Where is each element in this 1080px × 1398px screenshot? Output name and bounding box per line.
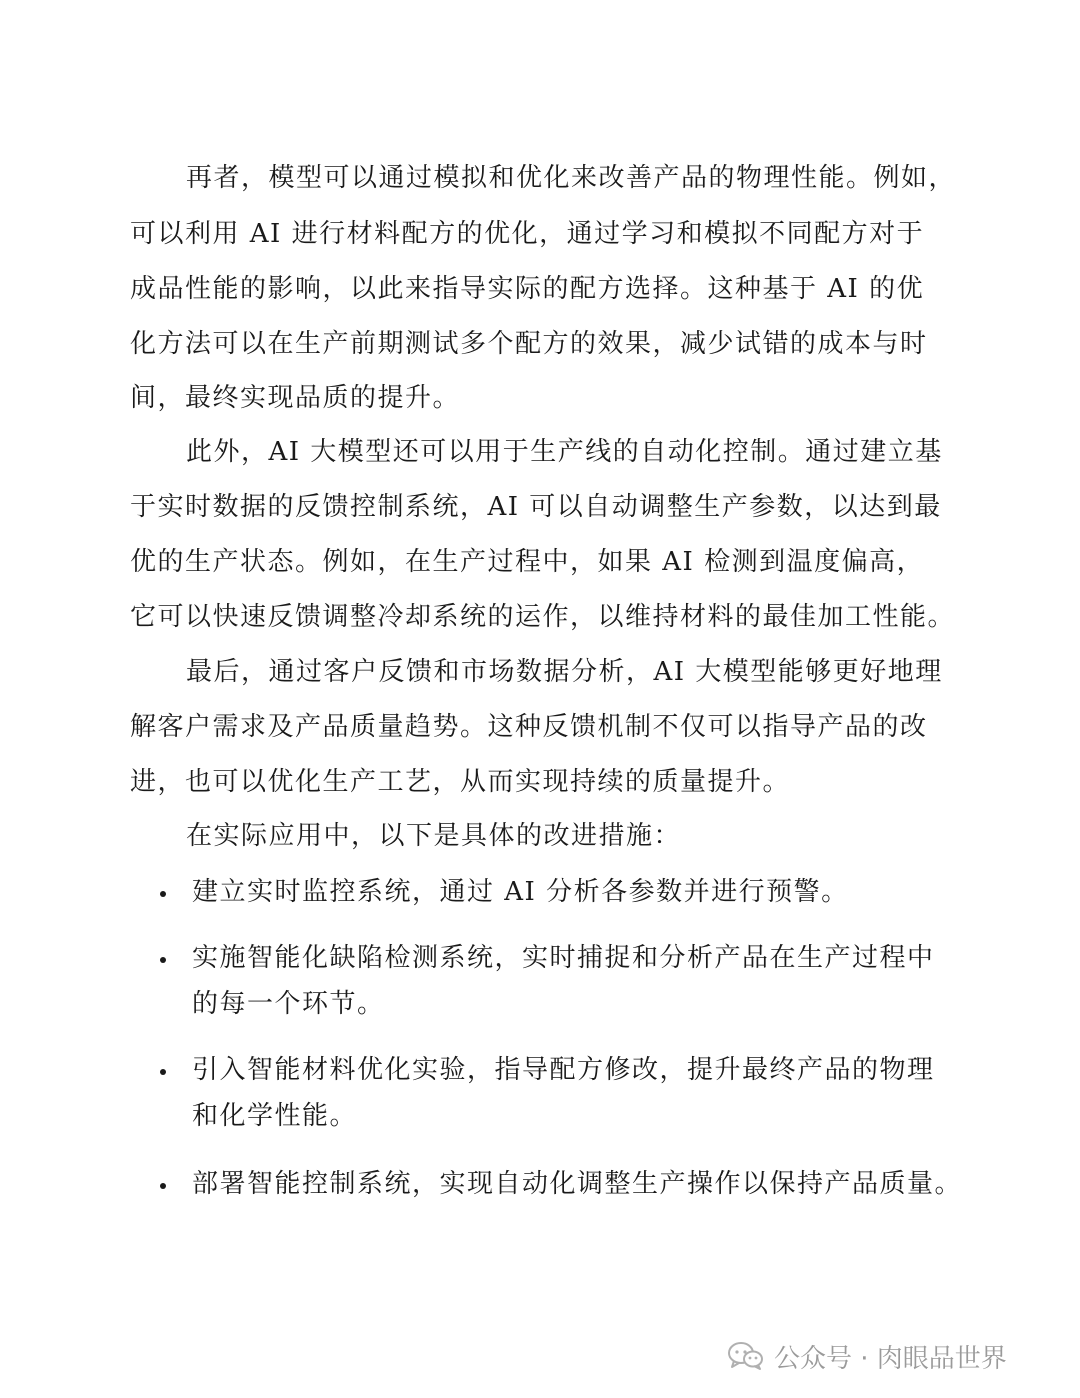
bullet-icon bbox=[160, 957, 166, 963]
paragraph-line: 进，也可以优化生产工艺，从而实现持续的质量提升。 bbox=[130, 767, 791, 797]
list-item-line: 部署智能控制系统，实现自动化调整生产操作以保持产品质量。 bbox=[192, 1169, 963, 1199]
paragraph-line: 它可以快速反馈调整冷却系统的运作，以维持材料的最佳加工性能。 bbox=[130, 602, 956, 632]
paragraph-line: 化方法可以在生产前期测试多个配方的效果，减少试错的成本与时 bbox=[130, 329, 928, 359]
bullet-icon bbox=[160, 1183, 166, 1189]
list-item-line: 建立实时监控系统，通过 AI 分析各参数并进行预警。 bbox=[192, 877, 849, 907]
list-item-line: 引入智能材料优化实验，指导配方修改，提升最终产品的物理 bbox=[192, 1055, 935, 1085]
list-item-line: 实施智能化缺陷检测系统，实时捕捉和分析产品在生产过程中 bbox=[192, 943, 935, 973]
paragraph-line: 再者，模型可以通过模拟和优化来改善产品的物理性能。例如， bbox=[186, 163, 957, 193]
list-item-line: 和化学性能。 bbox=[192, 1101, 358, 1131]
bullet-icon bbox=[160, 1069, 166, 1075]
paragraph-line: 于实时数据的反馈控制系统，AI 可以自动调整生产参数，以达到最 bbox=[130, 492, 942, 522]
paragraph-line: 可以利用 AI 进行材料配方的优化，通过学习和模拟不同配方对于 bbox=[130, 219, 925, 249]
paragraph-line: 此外，AI 大模型还可以用于生产线的自动化控制。通过建立基 bbox=[186, 437, 943, 467]
paragraph-line: 最后，通过客户反馈和市场数据分析，AI 大模型能够更好地理 bbox=[186, 657, 943, 687]
wechat-icon bbox=[728, 1341, 764, 1371]
paragraph-line: 解客户需求及产品质量趋势。这种反馈机制不仅可以指导产品的改 bbox=[130, 712, 928, 742]
paragraph-line: 优的生产状态。例如，在生产过程中，如果 AI 检测到温度偏高， bbox=[130, 547, 925, 577]
list-item-line: 的每一个环节。 bbox=[192, 989, 385, 1019]
watermark-text: 公众号 · 肉眼品世界 bbox=[774, 1343, 1007, 1374]
paragraph-line: 间，最终实现品质的提升。 bbox=[130, 383, 461, 413]
watermark bbox=[728, 1336, 1007, 1376]
paragraph-line: 在实际应用中，以下是具体的改进措施： bbox=[186, 821, 682, 851]
paragraph-line: 成品性能的影响，以此来指导实际的配方选择。这种基于 AI 的优 bbox=[130, 274, 925, 304]
bullet-icon bbox=[160, 891, 166, 897]
